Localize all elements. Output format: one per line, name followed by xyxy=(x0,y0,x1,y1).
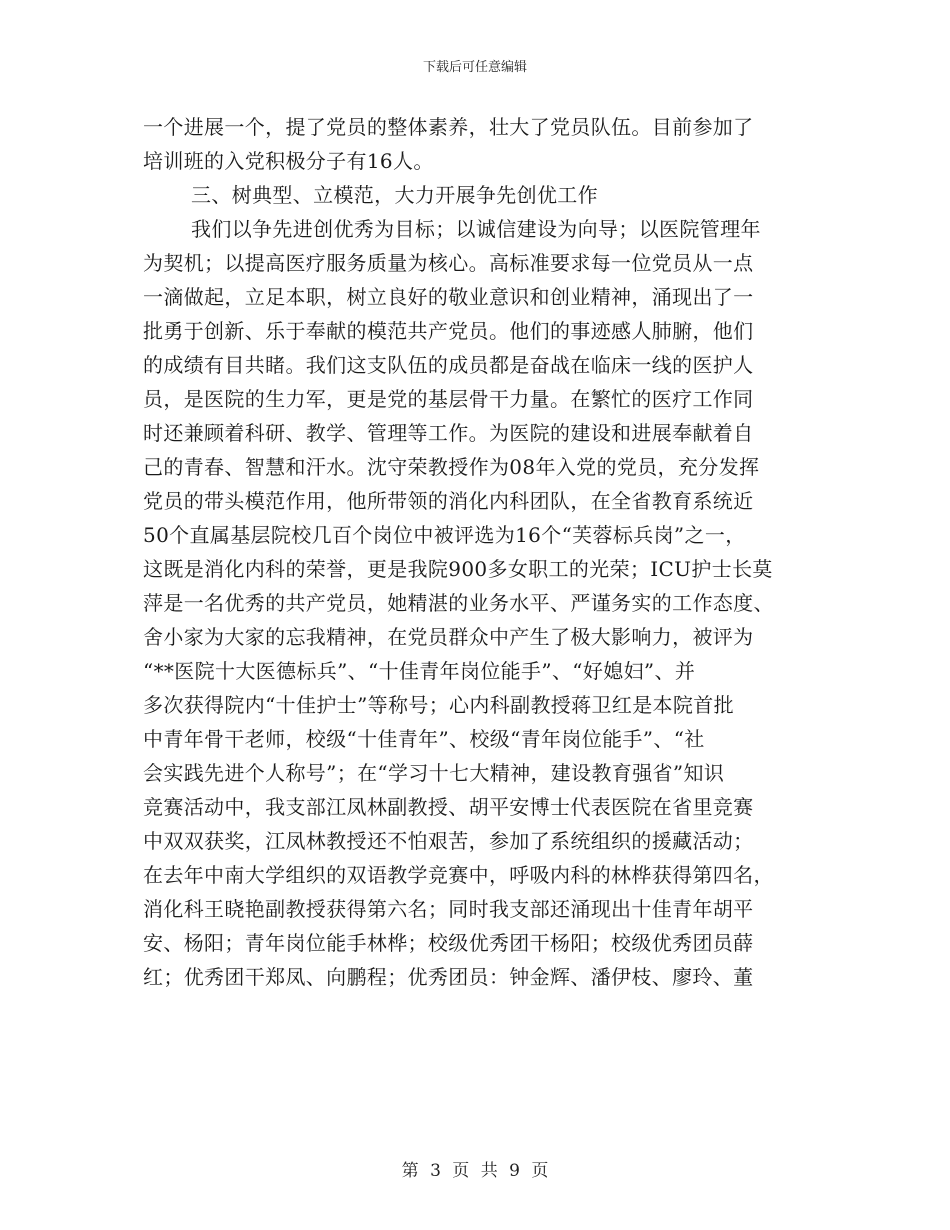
body-line: 红；优秀团干郑凤、向鹏程；优秀团员：钟金辉、潘伊枝、廖玲、董 xyxy=(143,965,754,989)
body-line: 培训班的入党积极分子有16人。 xyxy=(143,149,434,173)
body-line: 员，是医院的生力军，更是党的基层骨干力量。在繁忙的医疗工作同 xyxy=(143,387,754,411)
body-line xyxy=(143,1028,815,1062)
body-line: “**医院十大医德标兵”、“十佳青年岗位能手”、“好媳妇”、并 xyxy=(143,659,696,683)
body-line: 中双双获奖，江凤林教授还不怕艰苦，参加了系统组织的援藏活动； xyxy=(143,829,754,853)
body-line xyxy=(143,994,815,1028)
document-body xyxy=(143,110,815,1062)
page-header: 下载后可任意编辑 xyxy=(422,60,527,75)
body-line: 舍小家为大家的忘我精神，在党员群众中产生了极大影响力，被评为 xyxy=(143,625,754,649)
body-line: 在去年中南大学组织的双语教学竞赛中，呼吸内科的林桦获得第四名， xyxy=(143,863,774,887)
body-line: 这既是消化内科的荣誉，更是我院900多女职工的光荣；ICU护士长莫 xyxy=(143,557,773,581)
body-line: 批勇于创新、乐于奉献的模范共产党员。他们的事迹感人肺腑，他们 xyxy=(143,319,754,343)
body-line: 我们以争先进创优秀为目标；以诚信建设为向导；以医院管理年 xyxy=(191,217,761,241)
body-line: 为契机；以提高医疗服务质量为核心。高标准要求每一位党员从一点 xyxy=(143,251,754,275)
body-line: 安、杨阳；青年岗位能手林桦；校级优秀团干杨阳；校级优秀团员薛 xyxy=(143,931,754,955)
body-line: 时还兼顾着科研、教学、管理等工作。为医院的建设和进展奉献着自 xyxy=(143,421,754,445)
body-line: 多次获得院内“十佳护士”等称号；心内科副教授蒋卫红是本院首批 xyxy=(143,693,734,717)
body-line: 中青年骨干老师，校级“十佳青年”、校级“青年岗位能手”、“社 xyxy=(143,727,705,751)
body-line: 党员的带头模范作用，他所带领的消化内科团队，在全省教育系统近 xyxy=(143,489,754,513)
body-line: 己的青春、智慧和汗水。沈守荣教授作为08年入党的党员，充分发挥 xyxy=(143,455,760,479)
body-line: 竞赛活动中，我支部江凤林副教授、胡平安博士代表医院在省里竞赛 xyxy=(143,795,754,819)
page-number-footer: 第 3 页 共 9 页 xyxy=(401,1161,549,1181)
body-line: 萍是一名优秀的共产党员，她精湛的业务水平、严谨务实的工作态度、 xyxy=(143,591,774,615)
body-line: 消化科王晓艳副教授获得第六名；同时我支部还涌现出十佳青年胡平 xyxy=(143,897,754,921)
body-line: 会实践先进个人称号”；在“学习十七大精神，建设教育强省”知识 xyxy=(143,761,725,785)
section-heading: 三、树典型、立模范，大力开展争先创优工作 xyxy=(191,183,598,207)
body-line: 的成绩有目共睹。我们这支队伍的成员都是奋战在临床一线的医护人 xyxy=(143,353,754,377)
body-line: 50个直属基层院校几百个岗位中被评选为16个“芙蓉标兵岗”之一， xyxy=(143,523,746,547)
body-line: 一滴做起，立足本职，树立良好的敬业意识和创业精神，涌现出了一 xyxy=(143,285,754,309)
body-line: 一个进展一个，提了党员的整体素养，壮大了党员队伍。目前参加了 xyxy=(143,115,754,139)
